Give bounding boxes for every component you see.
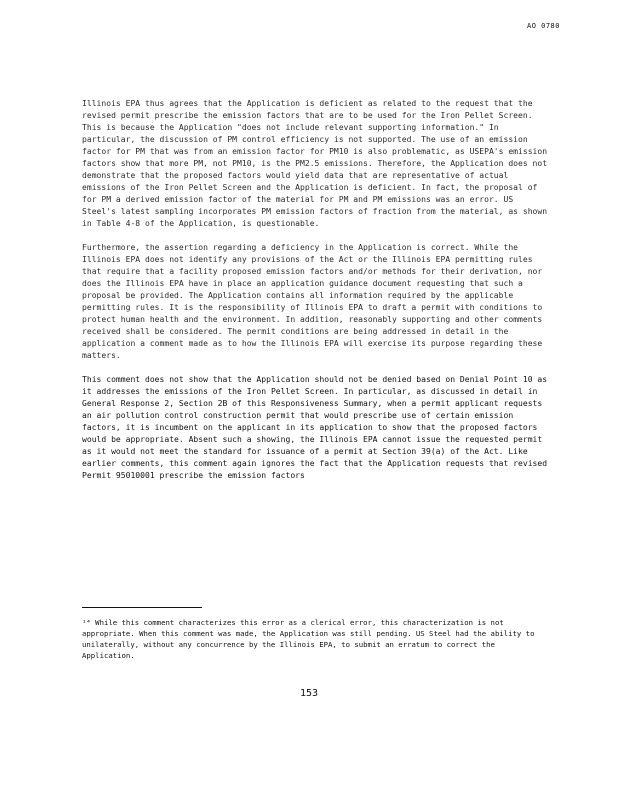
footnote-separator	[82, 607, 202, 608]
paragraph-2: Furthermore, the assertion regarding a deficiency in the Application is correct. While the Illinois EPA does not identify any provisions of the Act or the Illinois EPA permitting rules that require that a facility proposed emission factors and/or methods for their derivation, nor does the Illinois EPA have in place an application guidance document requesting that such a proposal be provided. The Application contains all information required by the applicable permitting rules. It is the responsibility of Illinois EPA to draft a permit with conditions to protect human health and the environment. In addition, reasonably supporting and other comments received shall be considered. The permit conditions are being addressed in detail in the application a comment made as to how the Illinois EPA will exercise its purpose regarding these matters.	[82, 243, 543, 360]
document-id: AO 0780	[526, 22, 560, 30]
paragraph-1: Illinois EPA thus agrees that the Application is deficient as related to the request that the revised permit prescribe the emission factors that are to be used for the Iron Pellet Screen. This is because the Application "does not include relevant supporting information." In particular, the discussion of PM control efficiency is not supported. The use of an emission factor for PM that was from an emission factor for PM10 is also problematic, as USEPA's emission factors show that more PM, not PM10, is the PM2.5 emissions. Therefore, the Application does not demonstrate that the proposed factors would yield data that are representative of actual emissions of the Iron Pellet Screen and the Application is deficient. In fact, the proposal of for PM a derived emission factor of the material for PM and PM emissions was an error. US Steel's latest sampling incorporates PM emission factors of fraction from the material, as shown in Table 4-8 of the Application, is questionable.	[82, 99, 548, 228]
footnote: ¹⁴ While this comment characterizes this error as a clerical error, this characterization is not appropriate. When this comment was made, the Application was still pending. US Steel had the ability to unilaterally, without any concurrence by the Illinois EPA, to submit an erratum to correct the Application.	[82, 618, 535, 660]
page-number: 153	[299, 688, 319, 699]
paragraph-3: This comment does not show that the Application should not be denied based on Denial Point 10 as it addresses the emissions of the Iron Pellet Screen. In particular, as discussed in detail in General Response 2, Section 2B of this Responsiveness Summary, when a permit applicant requests an air pollution control construction permit that would prescribe use of certain emission factors, it is incumbent on the applicant in its application to show that the proposed factors would be appropriate. Absent such a showing, the Illinois EPA cannot issue the requested permit as it would not meet the standard for issuance of a permit at Section 39(a) of the Act. Like earlier comments, this comment again ignores the fact that the Application requests that revised Permit 95010001 prescribe the emission factors	[82, 375, 548, 480]
document-body	[82, 98, 550, 494]
